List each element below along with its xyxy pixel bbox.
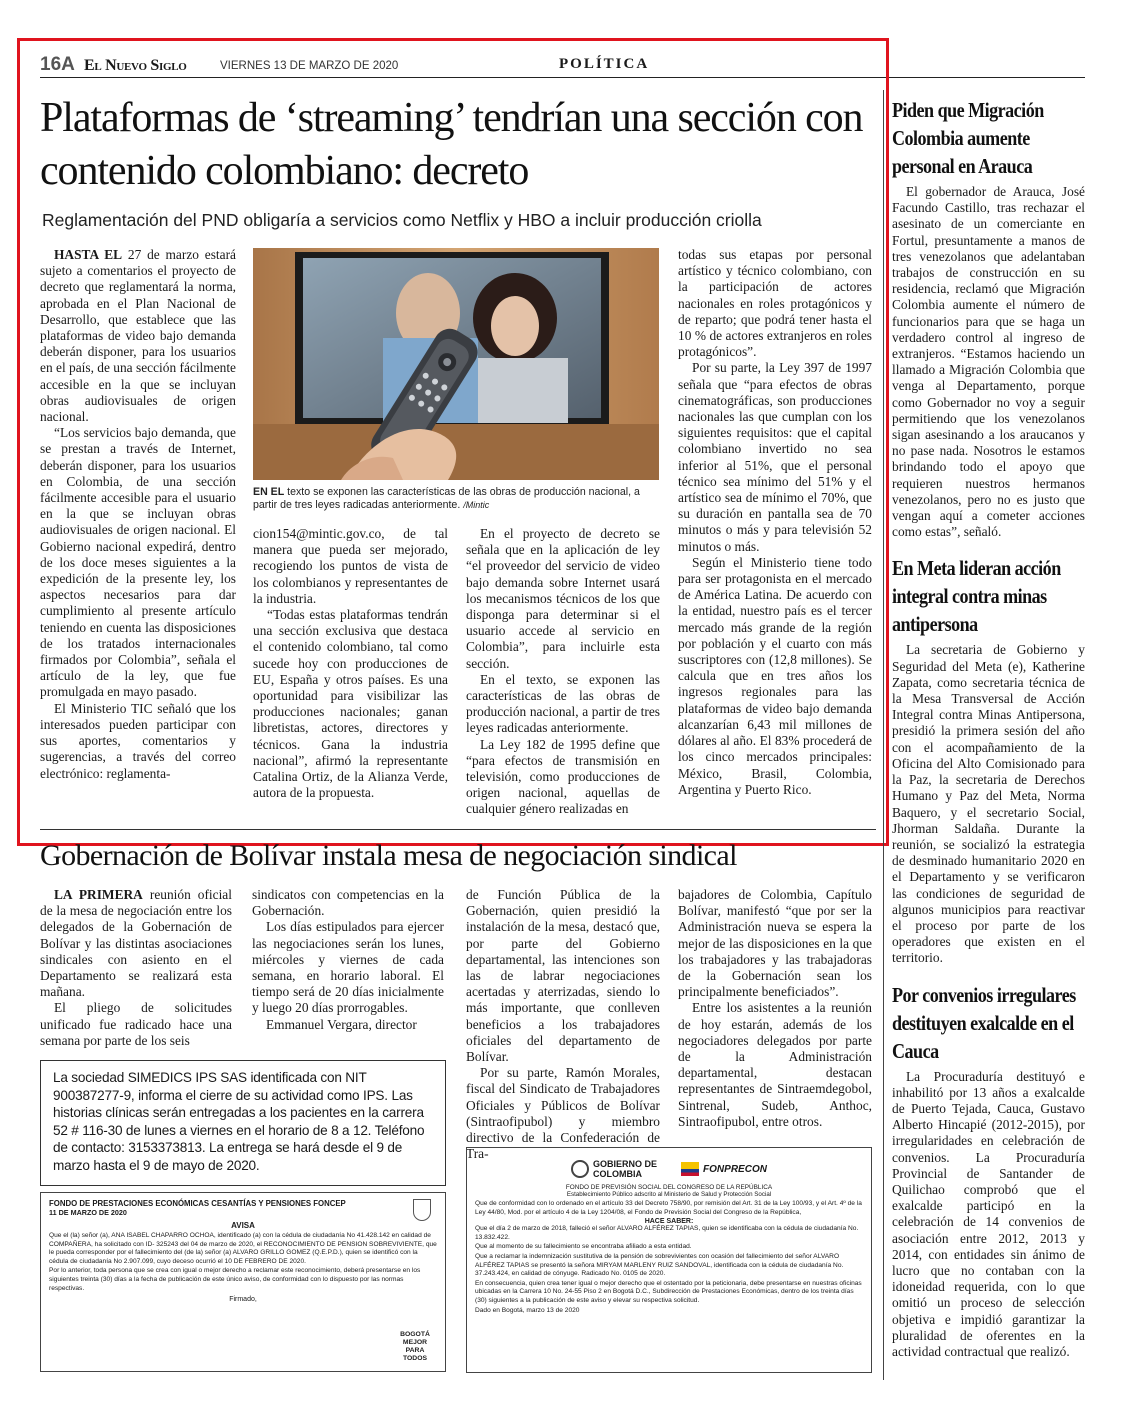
bogota-logo-text: BOGOTÁ MEJOR PARA TODOS — [400, 1331, 430, 1362]
paragraph: “Todas estas plataformas tendrán una sección exclusiva que destaca el contenido colombiano, tal como sucede hoy con producciones de EU, España y otros países. Es una oportunidad para visibilizar las producciones nacionales; ganan libretistas, actores, directores y técnicos. Gana la industria nacional”, afirmó la representante Catalina Ortiz, de la Alianza Verde, autora de la propuesta. — [253, 607, 448, 801]
paper-name: El Nuevo Siglo — [84, 57, 187, 74]
sidebar-paragraph: La secretaria de Gobierno y Seguridad del Meta (e), Katherine Zapata, como secretaria técnica de la Mesa Transversal de Acción Integral contra Minas Antipersona, presidió la primera sesión del año con el acompañamiento de la Oficina del Alto Comisionado para la Paz, la secretaria de Derechos Humano y Paz del Meta, Norma Baquero, y el secretario Social, Jhorman Saldaña. Durante la reunión, se socializó la estrategia de desminado humanitario 2020 en el Departamento y se verificaron las condiciones de seguridad de algunos municipios para reactivar el proceso por parte de los operadores que existen en el territorio. — [892, 642, 1085, 966]
sidebar — [892, 96, 1085, 1360]
second-column-3 — [466, 887, 660, 1162]
section-name: POLÍTICA — [559, 56, 650, 72]
fonprecon-paragraph: Que el día 2 de marzo de 2018, falleció el señor ALVARO ALFÉREZ TAPIAS, quien se identificaba con la cédula de ciudadanía No. 13.832.422. — [475, 1225, 859, 1241]
page-number: 16A — [40, 54, 75, 75]
photo-credit: /Mintic — [463, 500, 490, 510]
sidebar-divider — [883, 90, 884, 1380]
foncep-paragraph: Por lo anterior, toda persona que se crea con igual o mejor derecho a reclamar este reconocimiento, deberá presentarse en los siguientes treinta (30) días a la fecha de publicación de este único aviso, de conformidad con lo dispuesto por las normas respectivas. — [49, 1267, 421, 1292]
simedics-notice — [40, 1060, 446, 1186]
sidebar-headline: En Meta lideran acción integral contra minas antipersona — [892, 556, 1061, 637]
foncep-date: 11 DE MARZO DE 2020 — [49, 1208, 127, 1217]
paragraph: El pliego de solicitudes unificado fue radicado hace una semana por parte de los seis — [40, 1000, 232, 1048]
foncep-signed: Firmado, — [229, 1296, 257, 1304]
sidebar-headline: Por convenios irregulares destituyen exalcalde en el Cauca — [892, 982, 1076, 1063]
paragraph: La Ley 182 de 1995 define que “para efectos de transmisión en televisión, como producciones de origen nacional, aquellas de cualquier género realizadas en — [466, 736, 660, 817]
paragraph: todas sus etapas por personal artístico y técnico colombiano, con la participación de actores nacionales en roles protagónicos y de reparto; que podrá tener hasta el 10 % de actores extranjeros en roles protagónicos”. — [678, 247, 872, 360]
fonprecon-paragraph: Que de conformidad con lo ordenado en el artículo 33 del Decreto 758/90, por remisión del Art. 31 de la Ley 100/93, y el Art. 4º de la Ley 44/80, Mod. por el artículo 4 de la Ley 1204/08, el Fondo de Previsión Social del Congreso de la República, — [475, 1200, 862, 1216]
fonprecon-hace-saber: HACE SABER: — [644, 1218, 694, 1226]
shield-icon — [571, 1160, 589, 1178]
second-headline: Gobernación de Bolívar instala mesa de negociación sindical — [40, 839, 737, 872]
fonprecon-notice — [466, 1147, 872, 1373]
paragraph: Emmanuel Vergara, director — [266, 1016, 417, 1032]
highlight-box — [17, 38, 889, 846]
paragraph: Según el Ministerio tiene todo para ser protagonista en el mercado de América Latina. De acuerdo con la entidad, nuestro país es el tercer mercado más grande de la región por población y el cuarto con más suscriptores con (12,8 millones). Se calcula que en tres años los ingresos regionales para las plataformas de video bajo demanda alcanzarían 6,43 mil millones de dólares al año. El 83% procederá de los cinco mercados principales: México, Brasil, Colombia, Argentina y Puerto Rico. — [678, 554, 872, 797]
fonprecon-logo-text: FONPRECON — [703, 1163, 767, 1175]
issue-date: VIERNES 13 DE MARZO DE 2020 — [220, 60, 399, 72]
paragraph: cion154@mintic.gov.co, de tal manera que pueda ser mejorado, recogiendo los puntos de vista de los colombianos y representantes de la industria. — [253, 526, 448, 606]
paragraph: reunión oficial de la mesa de negociación entre los delegados de la Gobernación de Bolívar y las distintas asociaciones sindicales con asiento en el Departamento se realizará esta mañana. — [40, 887, 232, 1000]
fonprecon-org: FONDO DE PREVISIÓN SOCIAL DEL CONGRESO DE LA REPÚBLICA — [565, 1184, 773, 1191]
fonprecon-paragraph: Que a reclamar la indemnización sustitutiva de la pensión de sobrevivientes con ocasión del fallecimiento del señor ALVARO ALFÉREZ TAPIAS se presentó la señora MIRYAM MARLENY RUIZ SANDOVAL, identificada con la cédula de ciudadanía No. 37.243.424, en calidad de cónyuge. Radicado No. 0105 de 2020. — [475, 1252, 844, 1278]
fonprecon-paragraph: Dado en Bogotá, marzo 13 de 2020 — [475, 1306, 580, 1314]
paragraph: En el proyecto de decreto se señala que en la aplicación de ley “el proveedor del servicio de video bajo demanda sobre Internet usará los mecanismos técnicos de los que disponga para determinar si el usuario accede al servicio en Colombia”, para incluirle esta sección. — [466, 526, 660, 671]
caption-lead: EN EL — [253, 486, 285, 498]
paragraph: Por su parte, la Ley 397 de 1997 señala que “para efectos de obras cinematográficas, son producciones nacionales las que cumplan con los siguientes requisitos: que el capital colombiano invertido no sea inferior al 51%, que el personal técnico sea mínimo del 51% y el artístico sea de mínimo el 70%, que su duración en pantalla sea de 70 minutos o más y para televisión 52 minutos o más. — [678, 360, 872, 554]
foncep-notice — [40, 1192, 446, 1372]
foncep-title: FONDO DE PRESTACIONES ECONÓMICAS CESANTÍAS Y PENSIONES FONCEP — [49, 1199, 346, 1208]
bogota-logo — [395, 1331, 435, 1363]
fonprecon-paragraph: Que al momento de su fallecimiento se encontraba afiliado a esta entidad. — [475, 1243, 692, 1251]
gobierno-logo-text: GOBIERNO DE COLOMBIA — [593, 1159, 658, 1179]
paragraph: El Ministerio TIC señaló que los interesados pueden participar con sus aportes, comentarios y sugerencias, a través del correo electrónico: reglamenta- — [40, 700, 236, 781]
fonprecon-sub: Establecimiento Público adscrito al Ministerio de Salud y Protección Social — [566, 1191, 772, 1198]
flag-icon — [681, 1162, 699, 1176]
foncep-paragraph: Que el (la) señor (a), ANA ISABEL CHAPARRO OCHOA, identificado (a) con la cédula de ciudadanía No 41.428.142 en calidad de COMPAÑERA, ha solicitado con ID- 325243 del 04 de marzo de 2020, el RECONOCIMIENTO DE PENSION SOBREVIVIENTE, que le pueda corresponder por el fallecimiento del (de la) señor (a) ALVARO GRILLO GOMEZ (Q.E.P.D.), quien se identificó con la cédula de ciudadanía No 2.907.099, cuyo deceso ocurrió el 10 DE FEBRERO DE 2020. — [49, 1232, 437, 1265]
sidebar-paragraph: El gobernador de Arauca, José Facundo Castillo, tras rechazar el asesinato de un comerciante en Fortul, presuntamente a manos de tres venezolanos que adelantaban trabajos de construcción en su residencia, reclamó que Migración Colombia aumente el número de funcionarios para que se haga un verdadero control al ingreso de extranjeros. “Estamos haciendo un llamado a Migración Colombia que venga al Departamento, porque como Gobernador no voy a seguir permitiendo que los venezolanos sigan asesinando a los araucanos y no pase nada. Nosotros le estamos brindando todo el apoyo que requieren nuestros hermanos venezolanos, pero no es justo que vengan aquí a cometer acciones como estas”, señaló. — [892, 184, 1085, 540]
gobierno-logo — [571, 1159, 663, 1179]
simedics-text: La sociedad SIMEDICS IPS SAS identificada con NIT 900387277-9, informa el cierre de su actividad como IPS. Las historias clínicas serán entregadas a los pacientes en la carrera 52 # 116-30 de lunes a viernes en el horario de 8 a 12. Teléfono de contacto: 3153373813. La entrega se hará desde el 9 de marzo hasta el 9 de mayo de 2020. — [53, 1070, 425, 1173]
paragraph: Por su parte, Ramón Morales, fiscal del Sindicato de Trabajadores Oficiales y Públicos de Bolívar (Sintraofipubol) y miembro directivo de la Confederación de Tra- — [466, 1065, 660, 1162]
paragraph: “Los servicios bajo demanda, que se prestan a través de Internet, deberán disponer, para los usuarios en Colombia, de una sección fácilmente accesible para el usuario en la que se incluyan obras audiovisuales de origen nacional. El Gobierno nacional expedirá, dentro de los doce meses siguientes a la expedición de la presente ley, los aspectos necesarios para dar cumplimiento al presente artículo teniendo en cuenta las disposiciones de los tratados internacionales firmados por Colombia”, señala el artículo de la ley, que fue promulgada en mayo pasado. — [40, 425, 236, 700]
paragraph: Los días estipulados para ejercer las negociaciones serán los lunes, miércoles y viernes de cada semana, en horario laboral. El tiempo será de 20 días inicialmente y luego 20 días prorrogables. — [252, 919, 444, 1016]
sidebar-headline: Piden que Migración Colombia aumente personal en Arauca — [892, 98, 1044, 178]
fonprecon-logo — [681, 1162, 767, 1176]
paragraph: Entre los asistentes a la reunión de hoy estarán, además de los negociadores delegados por parte de la Administración departamental, destacan representantes de Sintraemdegobol, Sintrenal, Sudeb, Anthoc, Sintraofipubol, entre otros. — [678, 1000, 872, 1129]
lead-words: LA PRIMERA — [54, 887, 143, 902]
fonprecon-paragraph: En consecuencia, quien crea tener igual o mejor derecho que el ostentado por la peticionaria, debe presentarse en nuestras oficinas ubicadas en la Carrera 10 No. 24-55 Piso 2 en Bogotá D.C., Subdirección de Prestaciones Económicas, dentro de los treinta días (30) siguientes a la publicación de este aviso y elevar su respectiva solicitud. — [475, 1279, 862, 1304]
second-column-2 — [252, 887, 444, 1033]
paragraph: bajadores de Colombia, Capítulo Bolívar, manifestó “que por ser la Administración nueva se espera la mejor de las disposiciones en la que los trabajadores y las trabajadoras de la Gobernación sean los principalmente beneficiados”. — [678, 887, 872, 1000]
crest-icon — [413, 1199, 431, 1221]
foncep-aviso: AVISA — [231, 1221, 255, 1230]
main-headline: Plataformas de ‘streaming’ tendrían una sección con contenido colombiano: decreto — [40, 95, 863, 194]
logo-row — [475, 1154, 863, 1184]
sidebar-paragraph: La Procuraduría destituyó e inhabilitó por 13 años a exalcalde de Puerto Tejada, Cauca, Gustavo Alberto Hincapié (2012-2015), por irregularidades en celebración de convenios. La Procuraduría Provincial de Santander de Quilichao comprobó que el exalcalde participó en la celebración de 14 convenios de asociación entre 2012, 2013 y 2014, con entidades sin ánimo de lucro que no contaban con la idoneidad requerida, con lo que omitió un proceso de selección objetiva e impidió garantizar la pluralidad de oferentes en la actividad contractual que realizó. — [892, 1068, 1085, 1359]
main-subheadline: Reglamentación del PND obligaría a servicios como Netflix y HBO a incluir producción criolla — [42, 210, 762, 230]
paragraph: sindicatos con competencias en la Gobernación. — [252, 887, 444, 919]
paragraph: de Función Pública de la Gobernación, quien presidió la instalación de la mesa, destacó que, por parte del Gobierno departamental, las intenciones son las de labrar negociaciones acertadas y aterrizadas, siendo lo más importante, que conlleven beneficios a los trabajadores oficiales del departamento de Bolívar. — [466, 887, 660, 1065]
second-column-4 — [678, 887, 872, 1130]
paragraph: En el texto, se exponen las características de las obras de producción nacional, a partir de tres leyes radicadas anteriormente. — [466, 671, 660, 736]
second-column-1 — [40, 887, 232, 1049]
paragraph: 27 de marzo estará sujeto a comentarios el proyecto de decreto que reglamentará la norma, aprobada en el Plan Nacional de Desarrollo, que establece que las plataformas de video bajo demanda deberán disponer, para los usuarios en el país, de una sección fácilmente accesible en la que se incluyan obras audiovisuales de origen nacional. — [40, 247, 236, 425]
caption-text: texto se exponen las características de las obras de producción nacional, a partir de tres leyes radicadas anteriormente. — [253, 486, 640, 511]
lead-words: HASTA EL — [54, 247, 123, 262]
